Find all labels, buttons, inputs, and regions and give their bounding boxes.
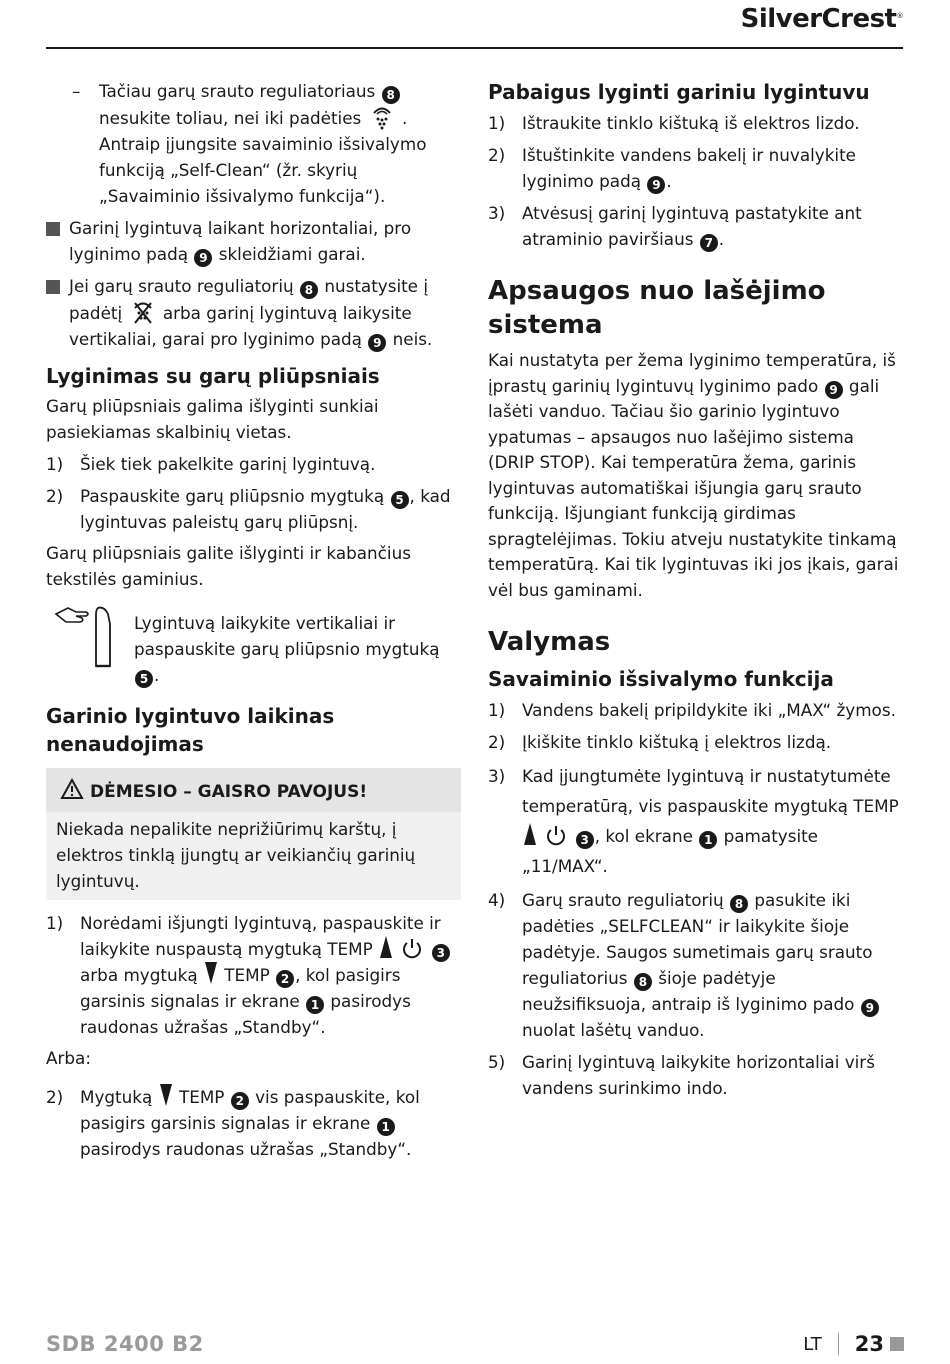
ref-number: 1 [699, 831, 717, 849]
vertical-iron-note: Lygintuvą laikykite vertikaliai ir paspauskite garų pliūpsnio mygtuką 5 . [46, 610, 461, 688]
section-heading-after: Pabaigus lyginti gariniu lygintuvu [488, 80, 870, 104]
ref-number: 7 [700, 234, 718, 252]
numbered-step: 1) Norėdami išjungti lygintuvą, paspauskite ir laikykite nuspaustą mygtuką TEMP 3 arba mygtuką TEMP 2 , kol pasigirs garsinis signalas ir ekrane 1 pasirodys raudonas užrašas „Standby“. [46, 910, 461, 1040]
ref-number: 2 [231, 1092, 249, 1110]
section-heading-drip: Apsaugos nuo lašėjimo sistema [488, 276, 826, 340]
ref-number: 8 [634, 973, 652, 991]
bullet-square [46, 222, 60, 236]
numbered-step: 1) Vandens bakelį pripildykite iki „MAX“ žymos. [488, 700, 896, 720]
brand-logo: SilverCrest® [740, 4, 903, 34]
ref-number: 1 [306, 996, 324, 1014]
power-icon [545, 824, 567, 846]
section-heading-selfclean: Savaiminio išsivalymo funkcija [488, 667, 834, 691]
self-clean-icon [370, 104, 394, 130]
ref-number: 9 [368, 334, 386, 352]
no-steam-icon [131, 299, 155, 325]
numbered-step: 5) Garinį lygintuvą laikykite horizontaliai virš vandens surinkimo indo. [488, 1052, 875, 1098]
ref-number: 1 [377, 1118, 395, 1136]
numbered-step: 2) Paspauskite garų pliūpsnio mygtuką 5 , kad lygintuvas paleistų garų pliūpsnį. [46, 486, 451, 532]
section-heading-unused: Garinio lygintuvo laikinas nenaudojimas [46, 704, 335, 756]
vertical-iron-hand-icon [52, 604, 128, 668]
ref-number: 8 [730, 895, 748, 913]
numbered-step: 4) Garų srauto reguliatorių 8 pasukite iki padėties „SELFCLEAN“ ir laikykite šioje padėtyje. Saugos sumetimais garų srauto reguliatorius 8 šioje padėtyje neužsifiksuoja, antraip iš lyginimo pado 9 nuolat lašėtų vanduo. [488, 887, 904, 1043]
paragraph: Garų pliūpsniais galite išlyginti ir kabančius tekstilės gaminius. [46, 543, 411, 589]
section-heading-burst: Lyginimas su garų pliūpsniais [46, 364, 380, 388]
ref-number: 2 [276, 970, 294, 988]
paragraph: Garų pliūpsniais galima išlyginti sunkiai pasiekiamas skalbinių vietas. [46, 396, 379, 442]
right-column [488, 78, 904, 1107]
paragraph: Kai nustatyta per žema lyginimo temperatūra, iš įprastų garinių lygintuvų lyginimo pado 9 gali lašėti vanduo. Tačiau šio garinio lygintuvo ypatumas – apsaugos nuo lašėjimo sistema (DRIP STOP). Kai temperatūra žema, garinis lygintuvas automatiškai išjungia garų srauto funkciją. Išjungiant funkciją girdimas spragtelėjimas. Tokiu atveju nustatykite tinkamą temperatūrą. Kai tik lygintuvas iki jos įkais, garai vėl bus gaminami. [488, 350, 899, 600]
ref-number: 3 [576, 831, 594, 849]
bullet-item: Jei garų srauto reguliatorių 8 nustatysite į padėtį arba garinį lygintuvą laikysite vertikaliai, garai pro lyginimo padą 9 neis. [46, 273, 461, 352]
numbered-step: 1) Šiek tiek pakelkite garinį lygintuvą. [46, 454, 376, 474]
fire-warning-box [46, 768, 461, 900]
paragraph-or: Arba: [46, 1048, 91, 1068]
temp-down-icon [160, 1084, 172, 1106]
ref-number: 9 [861, 999, 879, 1017]
temp-down-icon [205, 962, 217, 984]
ref-number: 8 [300, 281, 318, 299]
ref-number: 9 [647, 176, 665, 194]
numbered-step: 1) Ištraukite tinklo kištuką iš elektros lizdo. [488, 113, 860, 133]
warning-body: Niekada nepalikite neprižiūrimų karštų, į elektros tinklą įjungtų ar veikiančių garinių lygintuvų. [46, 812, 461, 900]
ref-number: 3 [432, 944, 450, 962]
dash-list-item: – Tačiau garų srauto reguliatoriaus 8 nesukite toliau, nei iki padėties . Antraip įjungsite savaiminio išsivalymo funkciją „Self-Clean“ (žr. skyrių „Savaiminio išsivalymo funkcija“). [72, 81, 427, 206]
warning-title: DĖMESIO – GAISRO PAVOJUS! [46, 768, 461, 812]
temp-up-icon [524, 823, 536, 845]
bullet-square [46, 280, 60, 294]
bullet-item: Garinį lygintuvą laikant horizontaliai, pro lyginimo padą 9 skleidžiami garai. [46, 215, 461, 267]
left-column [46, 78, 461, 1168]
numbered-step: 2) Ištuštinkite vandens bakelį ir nuvalykite lyginimo padą 9 . [488, 145, 856, 192]
section-heading-cleaning: Valymas [488, 627, 611, 657]
numbered-step: 3) Atvėsusį garinį lygintuvą pastatykite ant atraminio paviršiaus 7 . [488, 203, 862, 250]
power-icon [401, 937, 423, 959]
footer-language: LT [803, 1333, 822, 1355]
ref-number: 9 [194, 249, 212, 267]
ref-number: 5 [391, 491, 409, 509]
ref-number: 5 [135, 670, 153, 688]
numbered-step: 2) Mygtuką TEMP 2 vis paspauskite, kol pasigirs garsinis signalas ir ekrane 1 pasirodys raudonas užrašas „Standby“. [46, 1084, 461, 1162]
temp-up-icon [380, 936, 392, 958]
footer-model: SDB 2400 B2 [46, 1332, 204, 1356]
warning-triangle-icon [60, 778, 84, 800]
footer-separator [838, 1333, 839, 1355]
ref-number: 8 [382, 86, 400, 104]
numbered-step: 2) Įkiškite tinklo kištuką į elektros lizdą. [488, 732, 832, 752]
header-divider [46, 47, 903, 49]
footer-page-info [803, 1332, 904, 1356]
page-number: 23 [854, 1332, 884, 1356]
ref-number: 9 [825, 381, 843, 399]
numbered-step: 3) Kad įjungtumėte lygintuvą ir nustatytumėte temperatūrą, vis paspauskite mygtuką TEMP 3 , kol ekrane 1 pamatysite „11/MAX“. [488, 766, 899, 876]
footer-square-mark [890, 1337, 904, 1351]
